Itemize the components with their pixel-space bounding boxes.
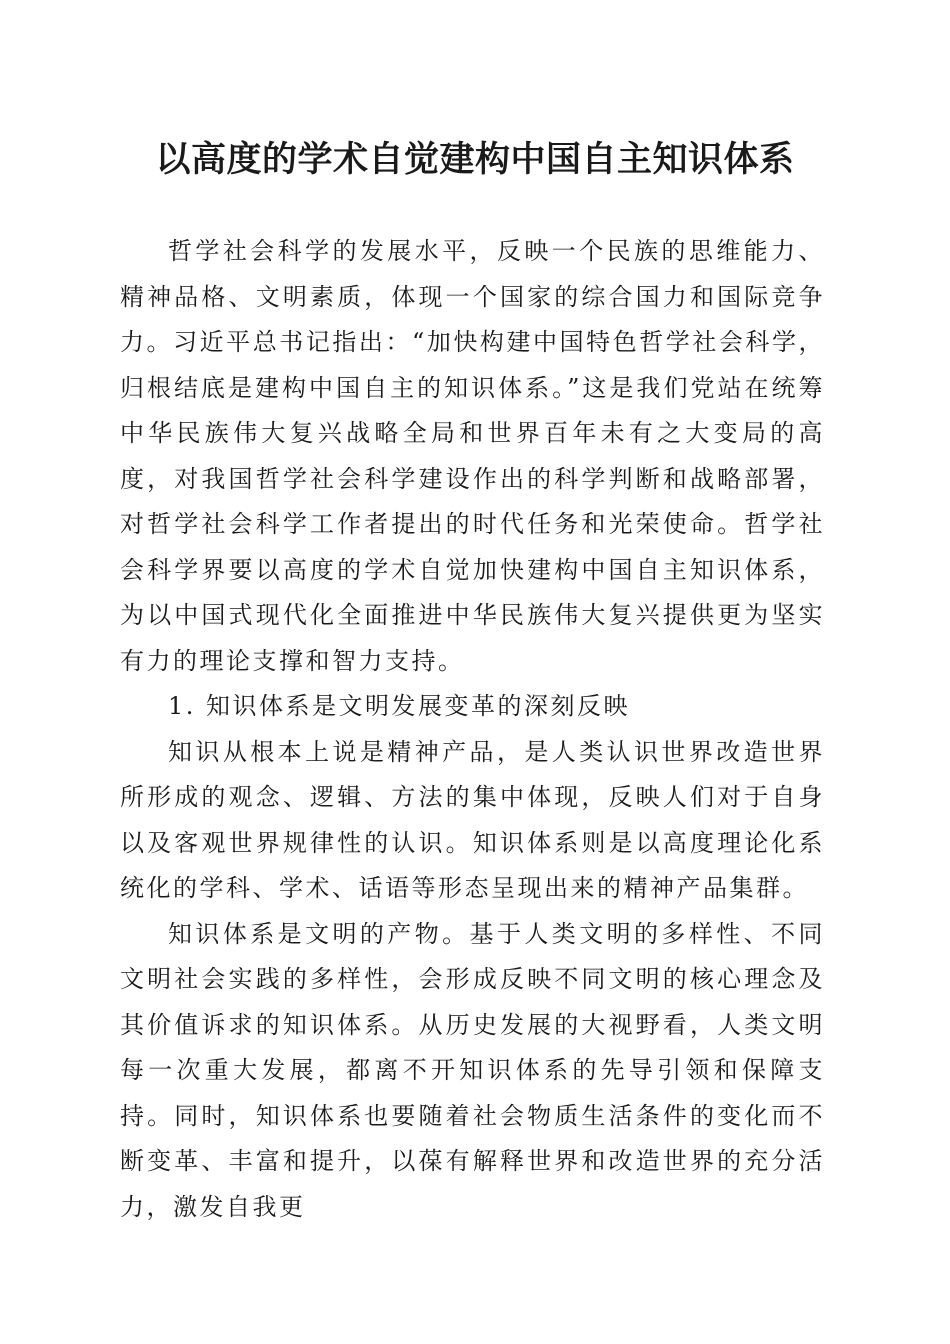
section-heading-1: 1. 知识体系是文明发展变革的深刻反映 xyxy=(168,692,631,720)
intro-paragraph: 哲学社会科学的发展水平，反映一个民族的思维能力、精神品格、文明素质，体现一个国家的综合国力和国际竞争力。习近平总书记指出：“加快构建中国特色哲学社会科学，归根结底是建构中国自主的知识体系。”这是我们党站在统筹中华民族伟大复兴战略全局和世界百年未有之大变局的高度，对我国哲学社会科学建设作出的科学判断和战略部署，对哲学社会科学工作者提出的时代任务和光荣使命。哲学社会科学界要以高度的学术自觉加快建构中国自主知识体系，为以中国式现代化全面推进中华民族伟大复兴提供更为坚实有力的理论支撑和智力支持。 xyxy=(120,237,825,675)
body-paragraph-2: 知识体系是文明的产物。基于人类文明的多样性、不同文明社会实践的多样性，会形成反映不同文明的核心理念及其价值诉求的知识体系。从历史发展的大视野看，人类文明每一次重大发展，都离不开知识体系的先导引领和保障支持。同时，知识体系也要随着社会物质生活条件的变化而不断变革、丰富和提升，以葆有解释世界和改造世界的充分活力，激发自我更 xyxy=(120,919,825,1221)
body-paragraph-1: 知识从根本上说是精神产品，是人类认识世界改造世界所形成的观念、逻辑、方法的集中体现，反映人们对于自身以及客观世界规律性的认识。知识体系则是以高度理论化系统化的学科、学术、话语等形态呈现出来的精神产品集群。 xyxy=(120,737,825,902)
document-title: 以高度的学术自觉建构中国自主知识体系 xyxy=(155,140,795,180)
document-body xyxy=(120,229,825,1230)
